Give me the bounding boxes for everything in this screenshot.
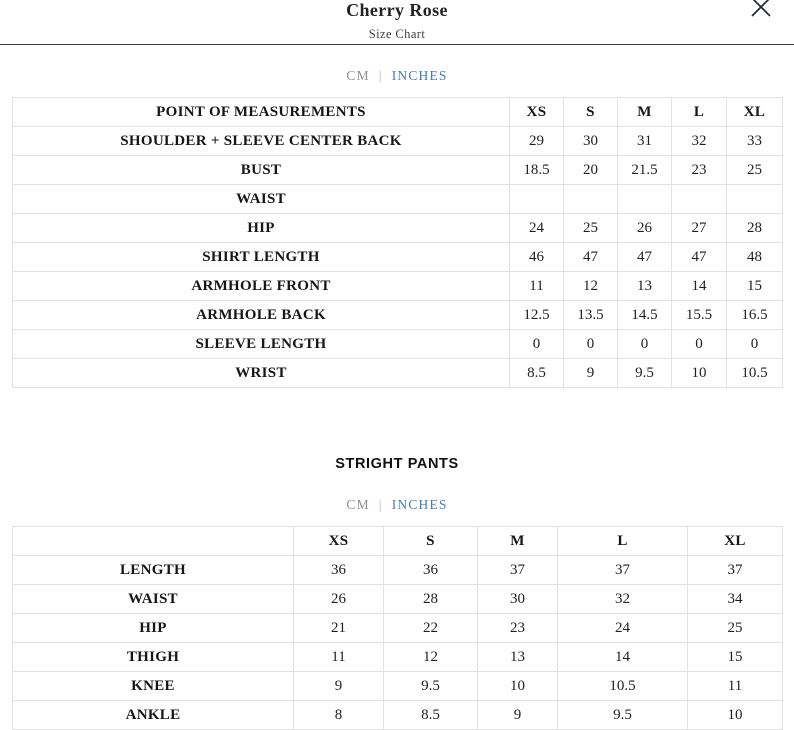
table-cell: 28 (384, 585, 478, 614)
table-cell: 12 (564, 272, 618, 301)
table-cell: 32 (558, 585, 688, 614)
table-cell: 34 (688, 585, 783, 614)
row-label: SHOULDER + SLEEVE CENTER BACK (13, 127, 510, 156)
table-cell: 11 (294, 643, 384, 672)
table-row (13, 643, 783, 672)
size-column-header: L (672, 98, 727, 127)
table-cell (510, 185, 564, 214)
table-cell: 11 (688, 672, 783, 701)
table-cell: 0 (564, 330, 618, 359)
table-cell: 20 (564, 156, 618, 185)
size-column-header: L (558, 527, 688, 556)
table-cell: 11 (510, 272, 564, 301)
table-cell: 12.5 (510, 301, 564, 330)
close-button[interactable] (748, 0, 774, 22)
table-cell: 30 (478, 585, 558, 614)
table-cell: 32 (672, 127, 727, 156)
measurements-table (12, 97, 783, 388)
row-label: WRIST (13, 359, 510, 388)
measurement-column-header: POINT OF MEASUREMENTS (13, 98, 510, 127)
table-row (13, 672, 783, 701)
table-row (13, 556, 783, 585)
table-cell: 10.5 (727, 359, 783, 388)
table-cell: 10 (672, 359, 727, 388)
row-label: THIGH (13, 643, 294, 672)
table-cell: 27 (672, 214, 727, 243)
table-cell (727, 185, 783, 214)
table-cell: 13 (618, 272, 672, 301)
table-cell: 26 (294, 585, 384, 614)
table-cell: 13.5 (564, 301, 618, 330)
table-row (13, 127, 783, 156)
table-row (13, 156, 783, 185)
table-cell: 36 (294, 556, 384, 585)
table-cell: 22 (384, 614, 478, 643)
table-cell: 15 (727, 272, 783, 301)
row-label: WAIST (13, 585, 294, 614)
table-cell: 15.5 (672, 301, 727, 330)
table-cell: 47 (564, 243, 618, 272)
table-cell: 24 (510, 214, 564, 243)
table-cell: 29 (510, 127, 564, 156)
table-cell: 47 (618, 243, 672, 272)
row-label: SLEEVE LENGTH (13, 330, 510, 359)
table-row (13, 330, 783, 359)
table-cell (618, 185, 672, 214)
size-column-header: XL (727, 98, 783, 127)
unit-separator: | (378, 497, 383, 512)
measurement-column-header (13, 527, 294, 556)
row-label: BUST (13, 156, 510, 185)
row-label: KNEE (13, 672, 294, 701)
unit-cm-link[interactable]: CM (346, 68, 370, 83)
table-header-row (13, 98, 783, 127)
table-cell: 25 (727, 156, 783, 185)
pants-table (12, 526, 783, 730)
table-cell: 9 (478, 701, 558, 730)
table-cell: 15 (688, 643, 783, 672)
table-cell: 10.5 (558, 672, 688, 701)
table-cell: 21.5 (618, 156, 672, 185)
page-subtitle: Size Chart (368, 27, 426, 41)
table-cell: 37 (688, 556, 783, 585)
table-cell: 9.5 (558, 701, 688, 730)
table-cell: 48 (727, 243, 783, 272)
table-cell: 23 (672, 156, 727, 185)
row-label: HIP (13, 214, 510, 243)
close-icon (748, 0, 774, 22)
table-cell: 12 (384, 643, 478, 672)
table-cell: 14.5 (618, 301, 672, 330)
unit-inches-link[interactable]: INCHES (391, 497, 448, 512)
table-row (13, 185, 783, 214)
row-label: WAIST (13, 185, 510, 214)
table-cell: 14 (672, 272, 727, 301)
unit-toggle-pants (0, 497, 794, 513)
table-cell: 30 (564, 127, 618, 156)
table-cell: 10 (688, 701, 783, 730)
table-row (13, 585, 783, 614)
size-chart-header (0, 0, 794, 45)
size-column-header: S (384, 527, 478, 556)
table-row (13, 301, 783, 330)
row-label: HIP (13, 614, 294, 643)
table-cell: 18.5 (510, 156, 564, 185)
table-cell: 47 (672, 243, 727, 272)
row-label: LENGTH (13, 556, 294, 585)
table-cell: 16.5 (727, 301, 783, 330)
table-cell: 8.5 (384, 701, 478, 730)
pants-section-title: STRIGHT PANTS (335, 456, 459, 472)
table-cell: 28 (727, 214, 783, 243)
table-row (13, 359, 783, 388)
page-title: Cherry Rose (346, 0, 448, 20)
table-cell: 46 (510, 243, 564, 272)
table-cell: 8 (294, 701, 384, 730)
table-cell: 36 (384, 556, 478, 585)
table-cell: 9.5 (384, 672, 478, 701)
table-cell: 10 (478, 672, 558, 701)
table-cell (564, 185, 618, 214)
size-column-header: XS (510, 98, 564, 127)
size-column-header: XS (294, 527, 384, 556)
table-cell: 25 (688, 614, 783, 643)
table-row (13, 243, 783, 272)
table-header-row (13, 527, 783, 556)
table-row (13, 614, 783, 643)
table-cell: 8.5 (510, 359, 564, 388)
table-cell: 24 (558, 614, 688, 643)
size-column-header: XL (688, 527, 783, 556)
size-column-header: M (618, 98, 672, 127)
table-cell: 0 (510, 330, 564, 359)
table-cell: 9 (294, 672, 384, 701)
table-cell: 26 (618, 214, 672, 243)
table-cell: 9 (564, 359, 618, 388)
table-row (13, 272, 783, 301)
table-cell: 25 (564, 214, 618, 243)
table-row (13, 214, 783, 243)
row-label: ANKLE (13, 701, 294, 730)
table-cell (672, 185, 727, 214)
table-cell: 9.5 (618, 359, 672, 388)
table-cell: 13 (478, 643, 558, 672)
table-cell: 37 (558, 556, 688, 585)
table-cell: 23 (478, 614, 558, 643)
unit-separator: | (378, 68, 383, 83)
table-cell: 0 (618, 330, 672, 359)
unit-inches-link[interactable]: INCHES (391, 68, 448, 83)
unit-cm-link[interactable]: CM (346, 497, 370, 512)
table-cell: 37 (478, 556, 558, 585)
table-cell: 21 (294, 614, 384, 643)
table-cell: 0 (727, 330, 783, 359)
row-label: SHIRT LENGTH (13, 243, 510, 272)
table-cell: 31 (618, 127, 672, 156)
row-label: ARMHOLE FRONT (13, 272, 510, 301)
table-cell: 33 (727, 127, 783, 156)
table-cell: 14 (558, 643, 688, 672)
table-cell: 0 (672, 330, 727, 359)
table-row (13, 701, 783, 730)
unit-toggle-top (0, 68, 794, 84)
row-label: ARMHOLE BACK (13, 301, 510, 330)
size-column-header: S (564, 98, 618, 127)
size-column-header: M (478, 527, 558, 556)
